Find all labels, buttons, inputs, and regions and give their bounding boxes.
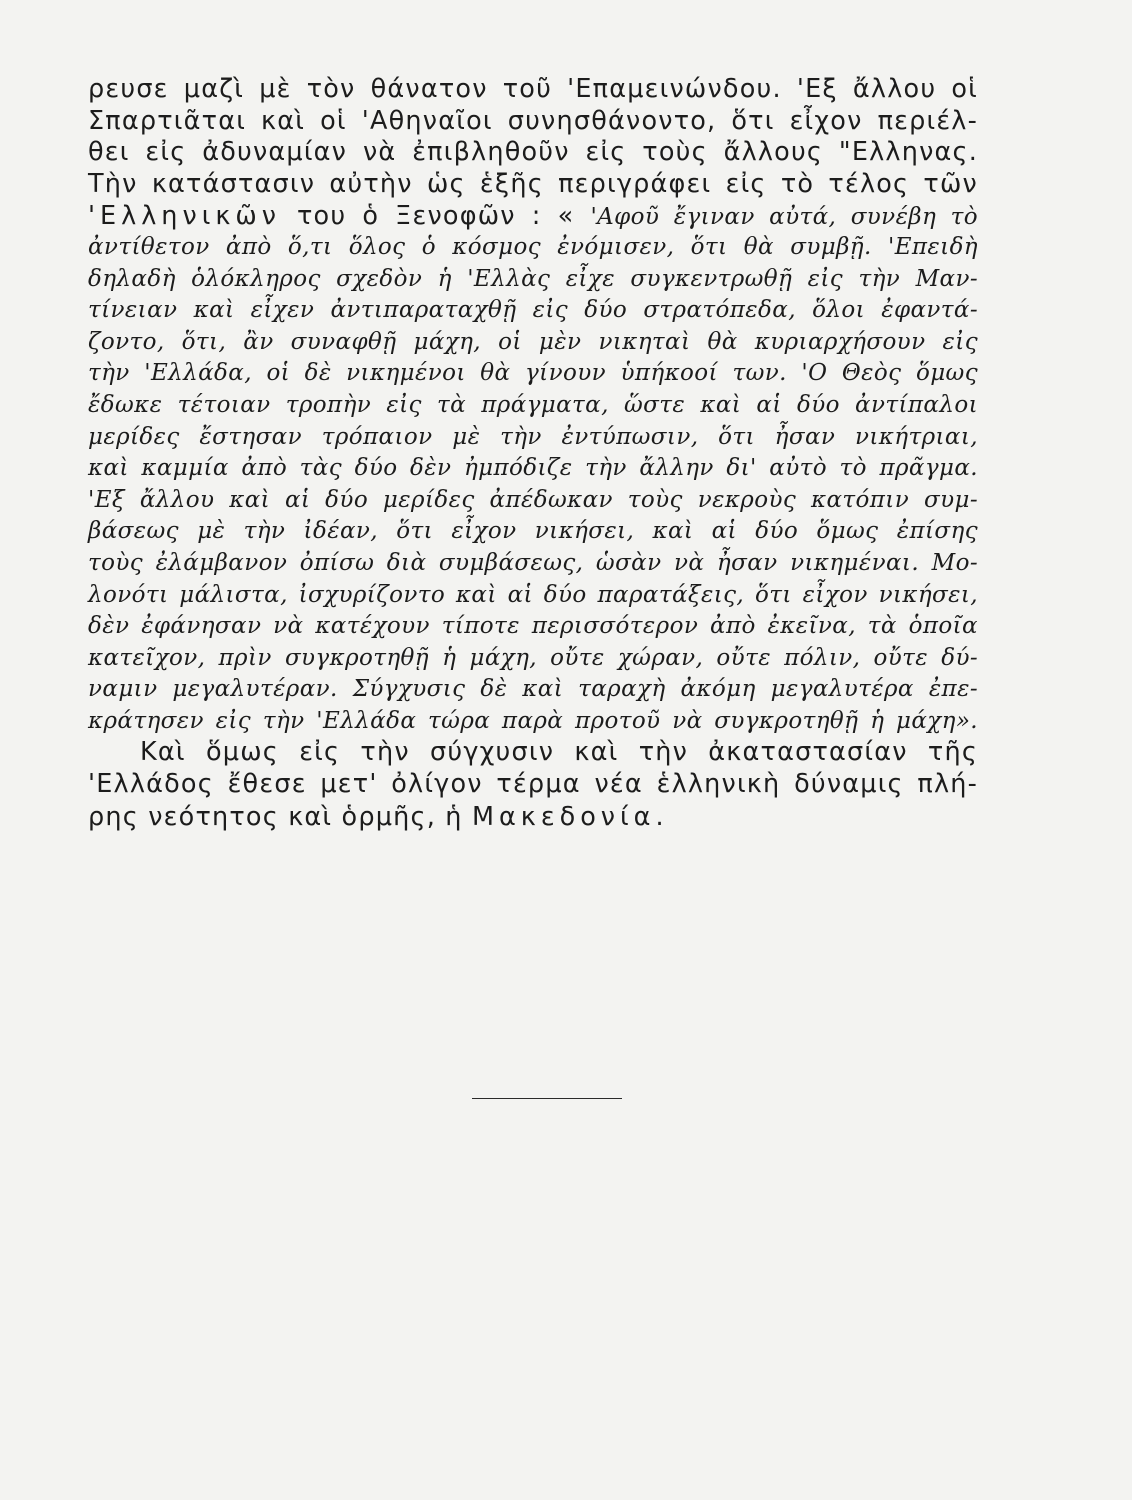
end-rule-divider	[472, 1098, 622, 1099]
quotation-line: ἔδωκε τέτοιαν τροπὴν εἰς τὰ πράγματα, ὥστε καὶ αἱ δύο ἀντίπαλοι	[88, 391, 978, 418]
quotation-line: τὴν 'Ελλάδα, οἱ δὲ νικημένοι θὰ γίνουν ὑπήκοοί των. 'Ο Θεὸς ὅμως	[88, 360, 978, 387]
paragraph-start-line: Καὶ ὅμως εἰς τὴν σύγχυσιν καὶ τὴν ἀκαταστασίαν τῆς	[140, 737, 978, 768]
quotation-line: δηλαδὴ ὁλόκληρος σχεδὸν ἡ 'Ελλὰς εἶχε συγκεντρωθῇ εἰς τὴν Μαν-	[88, 265, 978, 292]
text-line: θει εἰς ἀδυναμίαν νὰ ἐπιβληθοῦν εἰς τοὺς ἄλλους "Ελληνας.	[88, 137, 978, 168]
quotation-line: δὲν ἐφάνησαν νὰ κατέχουν τίποτε περισσότερον ἀπὸ ἐκεῖνα, τὰ ὁποῖα	[88, 613, 978, 640]
quotation-line: κράτησεν εἰς τὴν 'Ελλάδα τώρα παρὰ προτοῦ νὰ συγκροτηθῇ ἡ μάχη».	[88, 707, 978, 734]
body-text	[88, 74, 978, 832]
spaced-title-ellinikon: 'Ελληνικῶν	[88, 201, 281, 232]
quotation-line: τοὺς ἐλάμβανον ὀπίσω διὰ συμβάσεως, ὡσὰν νὰ ἦσαν νικημέναι. Μο-	[88, 549, 978, 576]
text-line: Τὴν κατάστασιν αὐτὴν ὡς ἑξῆς περιγράφει εἰς τὸ τέλος τῶν	[88, 168, 978, 199]
text-line: 'Ελλάδος ἔθεσε μετ' ὀλίγον τέρμα νέα ἑλληνικὴ δύναμις πλή-	[88, 769, 978, 800]
quotation-line: λονότι μάλιστα, ἰσχυρίζοντο καὶ αἱ δύο παρατάξεις, ὅτι εἶχον νικήσει,	[88, 581, 978, 608]
spaced-word-makedonia: Μακεδονία.	[471, 801, 669, 832]
text-fragment: ρης νεότητος καὶ ὁρμῆς, ἡ	[88, 801, 472, 832]
text-line	[88, 801, 978, 833]
quotation-line: 'Εξ ἄλλου καὶ αἱ δύο μερίδες ἀπέδωκαν τοὺς νεκροὺς κατόπιν συμ-	[88, 486, 978, 513]
quotation-line: τίνειαν καὶ εἶχεν ἀντιπαραταχθῇ εἰς δύο στρατόπεδα, ὅλοι ἐφαντά-	[88, 297, 978, 324]
quotation-line: ναμιν μεγαλυτέραν. Σύγχυσις δὲ καὶ ταραχὴ ἀκόμη μεγαλυτέρα ἐπε-	[88, 676, 978, 703]
text-line: Σπαρτιᾶται καὶ οἱ 'Αθηναῖοι συνησθάνοντο, ὅτι εἶχον περιέλ-	[88, 105, 978, 136]
quotation-line: μερίδες ἔστησαν τρόπαιον μὲ τὴν ἐντύπωσιν, ὅτι ἦσαν νικήτριαι,	[88, 423, 978, 450]
quotation-start: 'Αφοῦ ἔγιναν αὐτά, συνέβη τὸ	[590, 204, 978, 231]
quotation-line: καὶ καμμία ἀπὸ τὰς δύο δὲν ἠμπόδιζε τὴν ἄλλην δι' αὐτὸ τὸ πρᾶγμα.	[88, 455, 978, 482]
text-line	[88, 200, 978, 232]
text-fragment: του ὁ Ξενοφῶν : «	[280, 201, 591, 232]
quotation-line: ἀντίθετον ἀπὸ ὅ,τι ὅλος ὁ κόσμος ἐνόμισεν, ὅτι θὰ συμβῇ. 'Επειδὴ	[88, 233, 978, 260]
quotation-line: κατεῖχον, πρὶν συγκροτηθῇ ἡ μάχη, οὔτε χώραν, οὔτε πόλιν, οὔτε δύ-	[88, 644, 978, 671]
quotation-line: βάσεως μὲ τὴν ἰδέαν, ὅτι εἶχον νικήσει, καὶ αἱ δύο ὅμως ἐπίσης	[88, 518, 978, 545]
text-line: ρευσε μαζὶ μὲ τὸν θάνατον τοῦ 'Επαμεινώνδου. 'Εξ ἄλλου οἱ	[88, 74, 978, 104]
quotation-line: ζοντο, ὅτι, ἂν συναφθῇ μάχη, οἱ μὲν νικηταὶ θὰ κυριαρχήσουν εἰς	[88, 328, 978, 355]
